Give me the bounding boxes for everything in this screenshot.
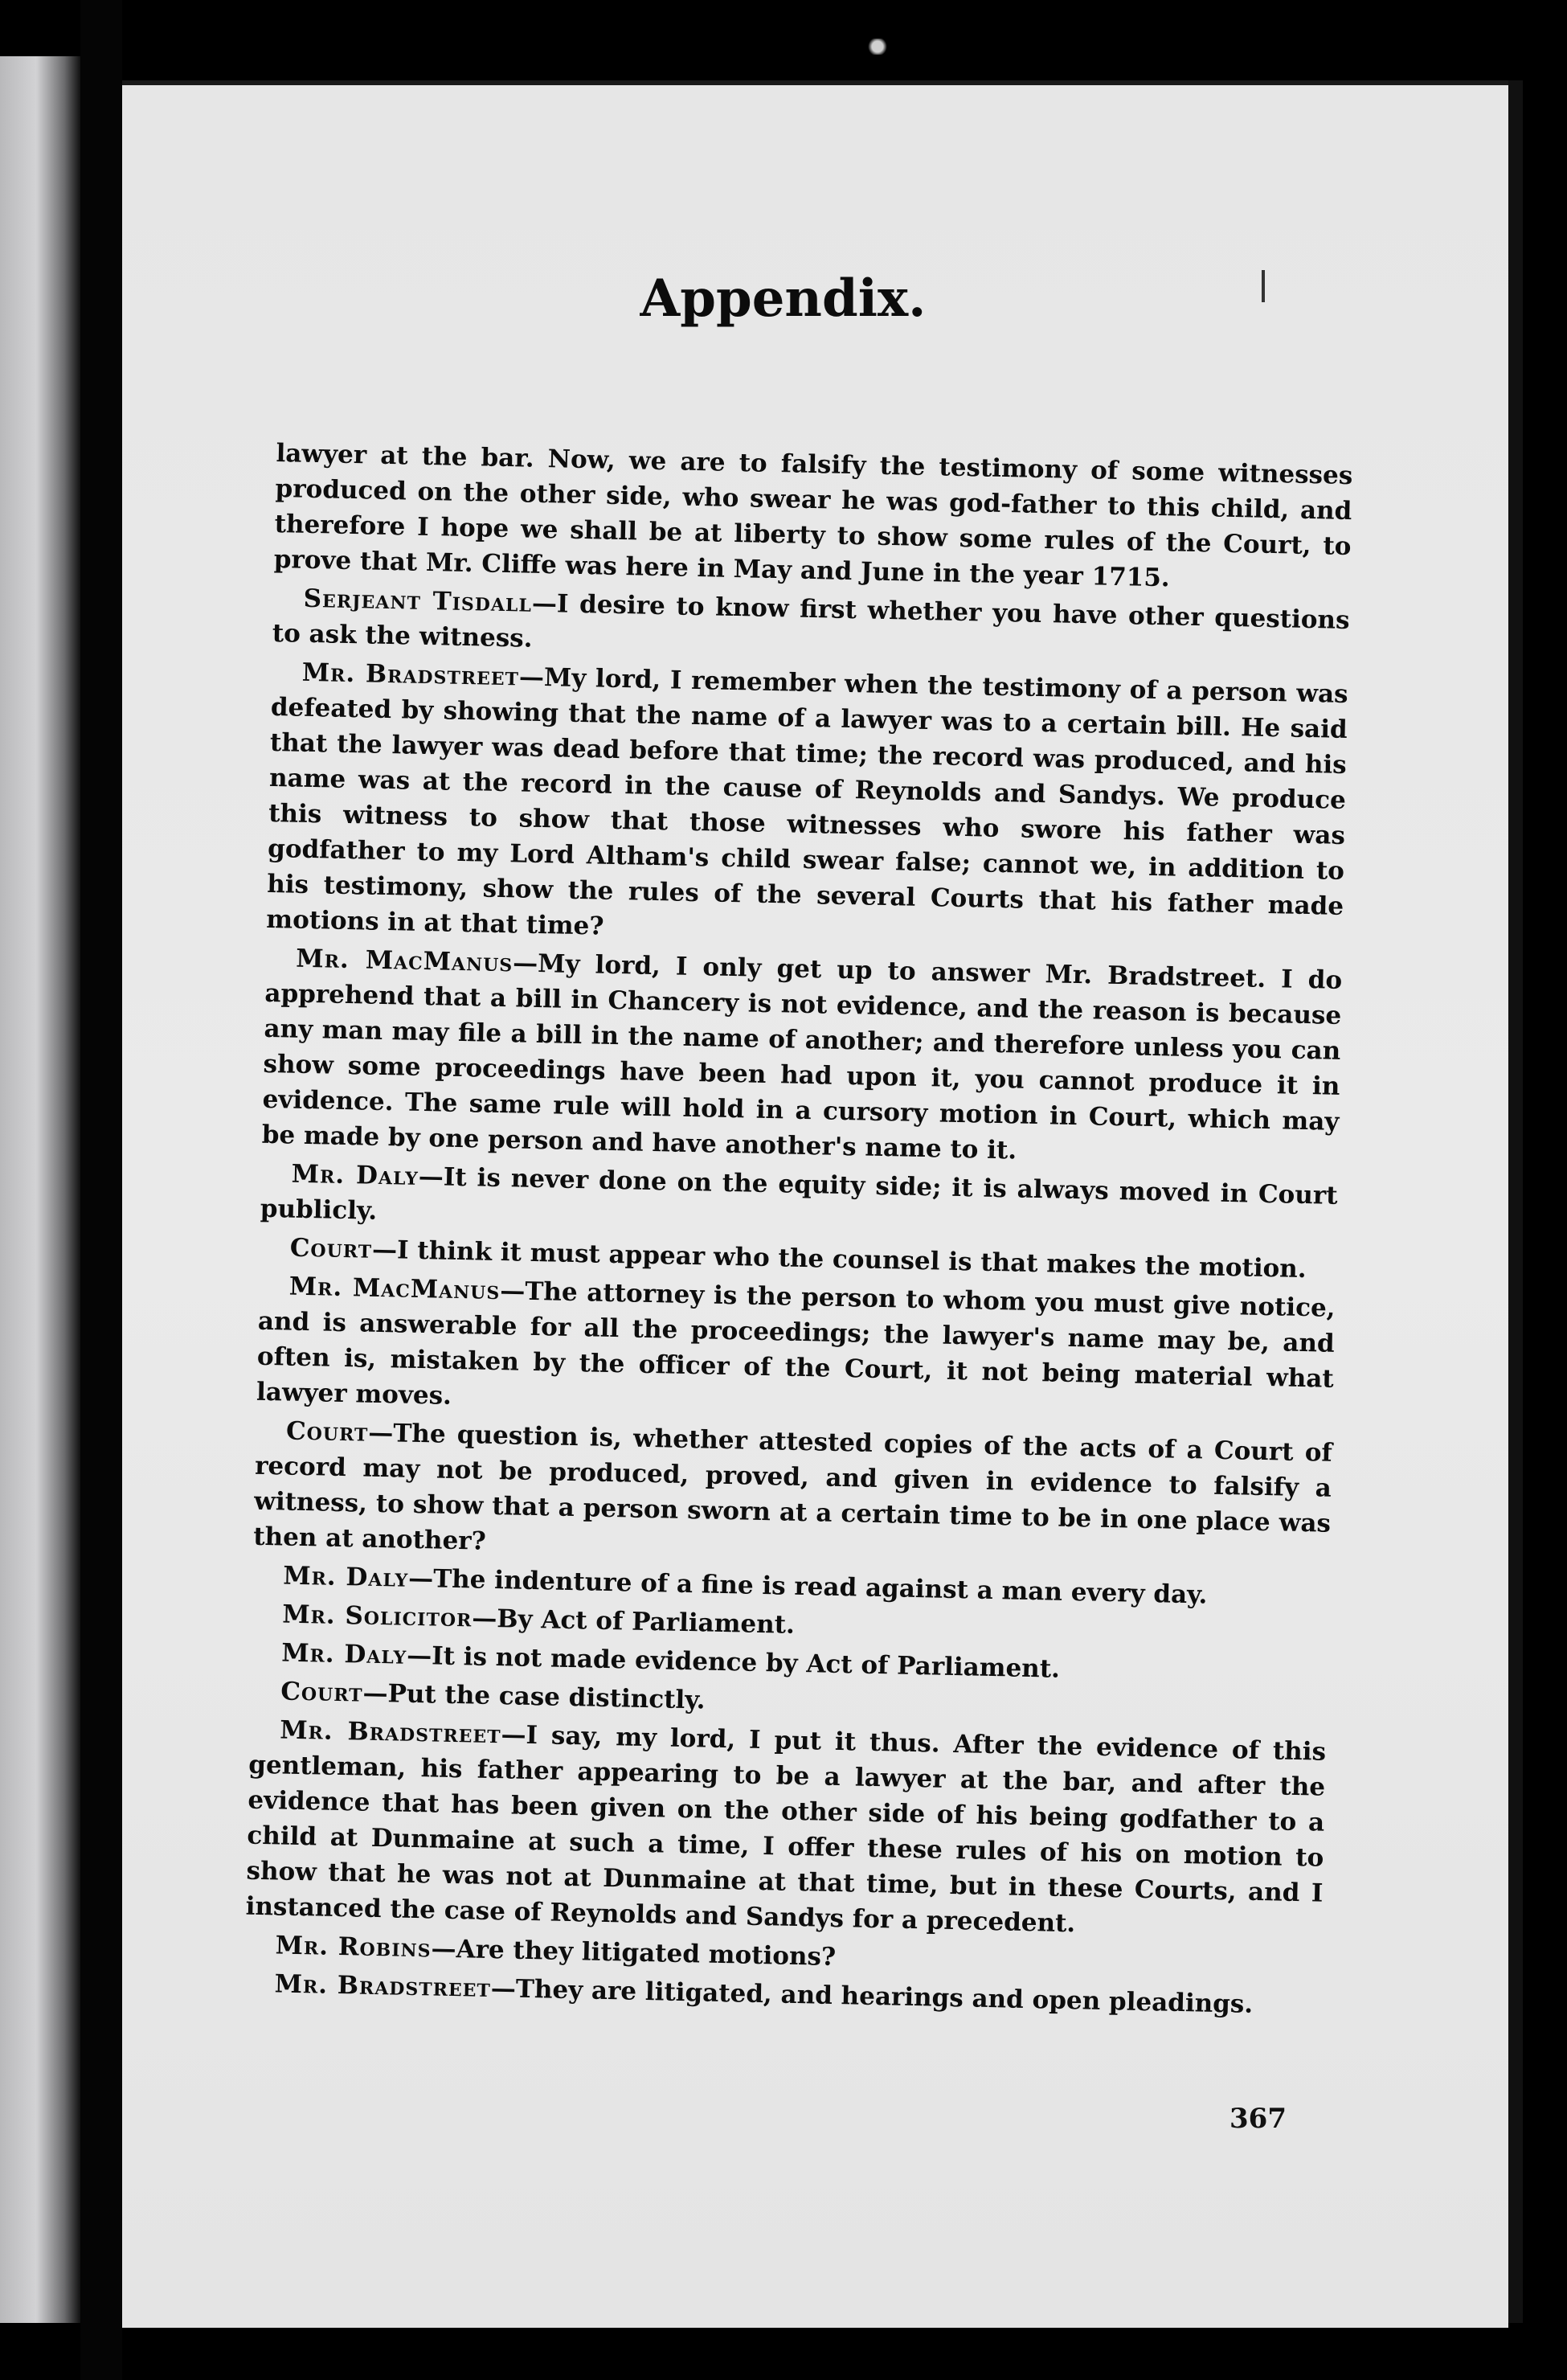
paragraph-text: —It is not made evidence by Act of Parliament. [406,1641,1061,1684]
speaker-name: Mr. Bradstreet [279,1715,501,1750]
speaker-name: Mr. Solicitor [281,1600,473,1633]
paragraph-text: —They are litigated, and hearings and open pleadings. [490,1974,1254,2019]
paragraph-text: —Put the case distinctly. [362,1678,706,1715]
book-page [122,80,1508,2328]
paragraph-text: —The attorney is the person to whom you must give notice, and is answerable for all the proceedings; the lawyer's name may be, and often is, mistaken by the officer of the Court, it not being material what lawyer moves. [256,1276,1336,1411]
scan-artifact [864,39,891,55]
book-gutter [80,0,122,2380]
paragraph [253,1413,1332,1577]
paragraph [245,1712,1326,1947]
speaker-name: Mr. MacManus [288,1272,501,1306]
speaker-name: Mr. Robins [275,1931,432,1964]
paragraph-text: —Are they litigated motions? [431,1934,837,1972]
speaker-name: Court [289,1233,373,1264]
speaker-name: Mr. Daly [280,1638,407,1670]
paragraph-text: —The question is, whether attested copies of the acts of a Court of record may not be produced, proved, and given in evidence to falsify a witness, to show that a person sworn at a certain time to be in one place was then at another? [252,1418,1333,1556]
speaker-name: Court [280,1677,363,1708]
page-right-edge [1508,80,1523,2323]
page-number: 367 [1229,2103,1287,2135]
paragraph-text: lawyer at the bar. Now, we are to falsify the testimony of some witnesses produced on the other side, who swear he was god-father to this child, and therefore I hope we shall be at liberty to show some rules of the Court, to prove that Mr. Cliffe was here in May and June in the year 1715. [273,438,1353,593]
paragraph-text: —The indenture of a fine is read against a man every day. [407,1563,1208,1610]
page-title: Appendix. [640,268,927,329]
paragraph [256,1268,1336,1432]
speaker-name: Mr. Bradstreet [274,1969,492,2004]
paragraph-text: —I say, my lord, I put it thus. After the evidence of this gentleman, his father appearing to be a lawyer at the bar, and after the evidence that has been given on the other side of his being godfather to a child at Dunmaine at such a time, I offer these rules of his on motion to show that he was not at Dunmaine at that time, but in these Courts, and I instanced the case of Reynolds and Sandys for a precedent. [245,1720,1327,1939]
paragraph-text: —My lord, I only get up to answer Mr. Bradstreet. I do apprehend that a bill in Chancery is not evidence, and the reason is because any man may file a bill in the name of another; and therefore unless you can show some proceedings have been had upon it, you cannot produce it in evidence. The same rule will hold in a cursory motion in Court, which may be made by one person and have another's name to it. [261,948,1343,1165]
paragraph-text: —It is never done on the equity side; it is always moved in Court publicly. [260,1161,1338,1226]
speaker-name: Mr. Daly [291,1159,419,1191]
speaker-name: Court [285,1416,369,1448]
speaker-name: Mr. Bradstreet [301,657,520,692]
speaker-name: Mr. MacManus [296,944,513,978]
paragraph [266,654,1348,960]
paragraph-text: —I desire to know first whether you have other questions to ask the witness. [272,588,1350,653]
paragraph [273,436,1352,600]
paragraph-text: —By Act of Parliament. [471,1604,796,1640]
adjacent-page-edge [0,56,80,2323]
body-text [243,436,1353,2027]
paragraph-text: —I think it must appear who the counsel is that makes the motion. [371,1235,1307,1284]
paragraph [261,940,1342,1175]
paragraph-text: —My lord, I remember when the testimony of a person was defeated by showing that the name of a lawyer was to a certain bill. He said that the lawyer was dead before that time; the record was produced, and his name was at the record in the cause of Reynolds and Sandys. We produce this witness to show that those witnesses who swore his father was godfather to my Lord Altham's child swear false; cannot we, in addition to his testimony, show the rules of the several Courts that his father made motions in at that time? [266,662,1348,941]
speaker-name: Serjeant Tisdall [303,584,533,618]
speaker-name: Mr. Daly [282,1561,409,1593]
